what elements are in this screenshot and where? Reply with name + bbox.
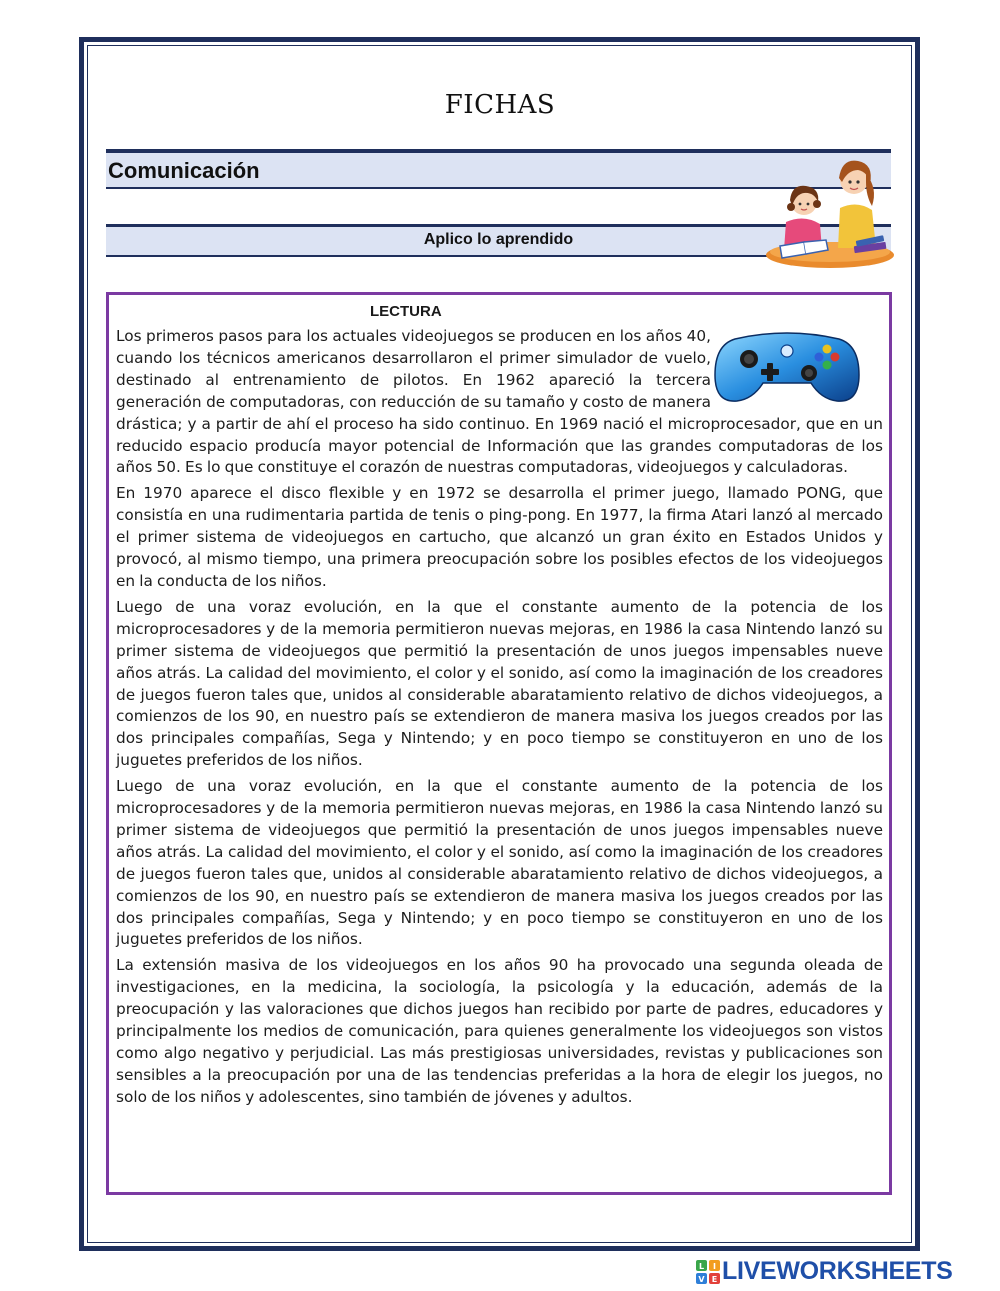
liveworksheets-wordmark[interactable]: LIVEWORKSHEETS bbox=[722, 1257, 953, 1285]
image-float-spacer bbox=[711, 326, 883, 413]
section-label: Aplico lo aprendido bbox=[423, 231, 574, 248]
reading-text bbox=[116, 326, 883, 1113]
logo-letter: E bbox=[711, 1274, 718, 1284]
reading-paragraph: Luego de una voraz evolución, en la que el constante aumento de la potencia de los microprocesadores y de la memoria permitieron nuevas mejoras, en 1986 la casa Nintendo lanzó su primer sistema de videojuegos que permitió la presentación de unos juegos impensables nueve años atrás. La calidad del movimiento, el color y el sonido, así como la imaginación de los creadores de juegos fueron tales que, unidos al considerable abaratamiento relativo de dichos videojuegos, a comienzos de los 90, en nuestro país se extendieron de manera masiva los juegos creados por las dos principales compañías, Sega y Nintendo; y en poco tiempo se constituyeron en uno de los juguetes preferidos de los niños. bbox=[116, 777, 883, 949]
liveworksheets-logo-icon bbox=[696, 1260, 720, 1284]
page-title: FICHAS bbox=[444, 90, 556, 120]
teacher-student-illustration bbox=[762, 152, 897, 272]
reading-paragraph: Luego de una voraz evolución, en la que el constante aumento de la potencia de los microprocesadores y de la memoria permitieron nuevas mejoras, en 1986 la casa Nintendo lanzó su primer sistema de videojuegos que permitió la presentación de unos juegos impensables nueve años atrás. La calidad del movimiento, el color y el sonido, así como la imaginación de los creadores de juegos fueron tales que, unidos al considerable abaratamiento relativo de dichos videojuegos, a comienzos de los 90, en nuestro país se extendieron de manera masiva los juegos creados por las dos principales compañías, Sega y Nintendo; y en poco tiempo se constituyeron en uno de los juguetes preferidos de los niños. bbox=[116, 597, 883, 770]
logo-letter: L bbox=[698, 1261, 705, 1271]
reading-paragraph: La extensión masiva de los videojuegos en los años 90 ha provocado una segunda oleada de investigaciones, en la medicina, la sociología, la psicología y la educación, además de la preocupación y las valoraciones que dichos juegos han recibido por parte de padres, educadores y principalmente los medios de comunicación, para quienes generalmente los videojuegos son vistos como algo negativo y perjudicial. Las más prestigiosas universidades, revistas y publicaciones son sensibles a la preocupación por una de las tendencias preferidas a la hora de elegir los juegos, no solo de los niños y adolescentes, sino también de jóvenes y adultos. bbox=[116, 956, 883, 1106]
logo-letter: V bbox=[698, 1274, 705, 1284]
reading-paragraph: Los primeros pasos para los actuales videojuegos se producen en los años 40, cuando los técnicos americanos desarrollaron el primer simulador de vuelo, destinado al entrenamiento de pilotos. En 1962 apareció la tercera generación de computadoras, con reducción de su tamaño y costo de manera drástica; y a partir de ahí el proceso ha sido continuo. En 1969 nació el microprocesador, que en un reducido espacio producía mayor potencial de Información que las grandes computadoras de los años 50. Es lo que constituye el corazón de nuestras computadoras, videojuegos y calculadoras. bbox=[116, 327, 883, 477]
reading-paragraph: En 1970 aparece el disco flexible y en 1972 se desarrolla el primer juego, llamado PONG, que consistía en una rudimentaria partida de tenis o ping-pong. En 1977, la firma Atari lanzó al mercado el primer sistema de videojuegos en cartucho, que alcanzó un gran éxito en Estados Unidos y provocó, al mismo tiempo, una primera preocupación sobre los posibles efectos de los videojuegos en la conducta de los niños. bbox=[116, 484, 883, 590]
subject-label: Comunicación bbox=[108, 158, 260, 183]
liveworksheets-brand[interactable] bbox=[696, 1258, 996, 1284]
logo-letter: I bbox=[713, 1261, 716, 1271]
reading-heading: LECTURA bbox=[370, 303, 442, 320]
